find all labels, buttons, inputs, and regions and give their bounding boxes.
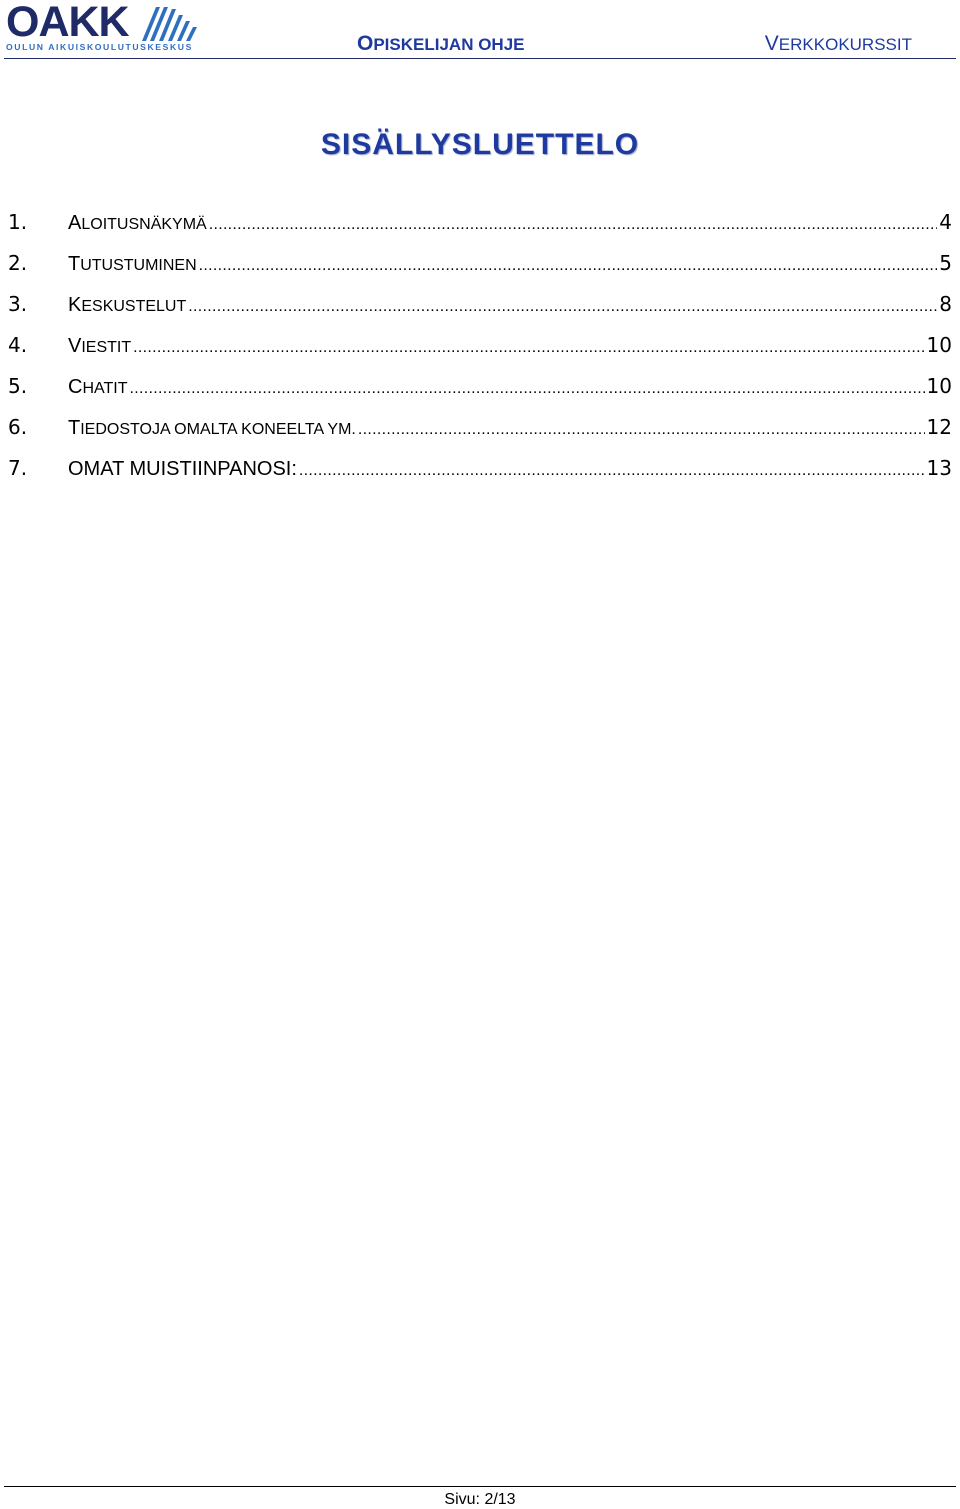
document-title-initial: O [357, 32, 374, 55]
toc-entry[interactable] [0, 292, 960, 328]
document-title-rest: PISKELIJAN OHJE [373, 35, 525, 54]
logo-stripes-icon [142, 7, 198, 41]
document-title [357, 32, 525, 56]
toc-entry-title [68, 417, 356, 440]
toc-entry-number: 4. [8, 333, 28, 357]
toc-entry[interactable] [0, 210, 960, 246]
toc-entry-title-initial: T [68, 253, 81, 275]
toc-entry-number: 6. [8, 415, 28, 439]
toc-entry[interactable] [0, 374, 960, 410]
toc-entry-page: 10 [926, 333, 952, 357]
toc-leader-dots [299, 462, 925, 480]
toc-entry-number: 5. [8, 374, 28, 398]
toc-leader-dots [209, 216, 938, 234]
toc-entry-title-initial: T [68, 417, 81, 439]
toc-entry-title [68, 253, 197, 276]
section-title-rest: ERKKOKURSSIT [778, 35, 912, 54]
logo-subtitle: OULUN AIKUISKOULUTUSKESKUS [6, 42, 193, 52]
toc-entry-page: 13 [926, 456, 952, 480]
toc-entry-title-rest: LOITUSNÄKYMÄ [81, 216, 207, 233]
toc-entry[interactable] [0, 415, 960, 451]
toc-entry-title-rest: IEDOSTOJA OMALTA KONEELTA YM. [80, 421, 356, 438]
toc-entry-title-rest: ESKUSTELUT [81, 298, 187, 315]
toc-entry[interactable] [0, 251, 960, 287]
toc-entry-number: 7. [8, 456, 28, 480]
toc-entry-title [68, 376, 127, 399]
toc-leader-dots [199, 257, 938, 275]
toc-entry-title [68, 294, 186, 317]
toc-entry[interactable] [0, 456, 960, 492]
toc-entry-title-initial: K [68, 294, 82, 316]
toc-entry-page: 10 [926, 374, 952, 398]
page-header [4, 0, 956, 59]
toc-entry-title-rest: UTUSTUMINEN [80, 257, 197, 274]
toc-entry-number: 2. [8, 251, 28, 275]
toc-entry-title [68, 335, 131, 358]
toc-entry-page: 5 [939, 251, 952, 275]
toc-entry-page: 12 [926, 415, 952, 439]
toc-entry-page: 8 [939, 292, 952, 316]
toc-entry[interactable] [0, 333, 960, 369]
toc-entry-title-rest: IESTIT [81, 339, 132, 356]
section-title-initial: V [764, 32, 779, 55]
toc-entry-title-initial: OMAT MUISTIINPANOSI: [68, 458, 297, 480]
toc-entry-title-rest: HATIT [82, 380, 128, 397]
toc-entry-title-initial: C [68, 376, 83, 398]
toc-leader-dots [188, 298, 937, 316]
toc-entry-title [68, 212, 207, 235]
logo-wordmark: OAKK [6, 0, 129, 46]
toc-entry-number: 1. [8, 210, 28, 234]
page-footer [4, 1486, 956, 1508]
toc-entry-title-initial: V [68, 335, 82, 357]
toc-leader-dots [129, 380, 924, 398]
oakk-logo [4, 0, 196, 54]
toc-entry-title [68, 458, 297, 481]
toc-leader-dots [133, 339, 924, 357]
page-number: Sivu: 2/13 [444, 1491, 516, 1508]
toc-leader-dots [358, 421, 925, 439]
toc-heading: SISÄLLYSLUETTELO [320, 128, 640, 161]
toc-entry-page: 4 [939, 210, 952, 234]
section-title [765, 32, 912, 56]
toc-entry-title-initial: A [68, 212, 82, 234]
toc-entry-number: 3. [8, 292, 28, 316]
